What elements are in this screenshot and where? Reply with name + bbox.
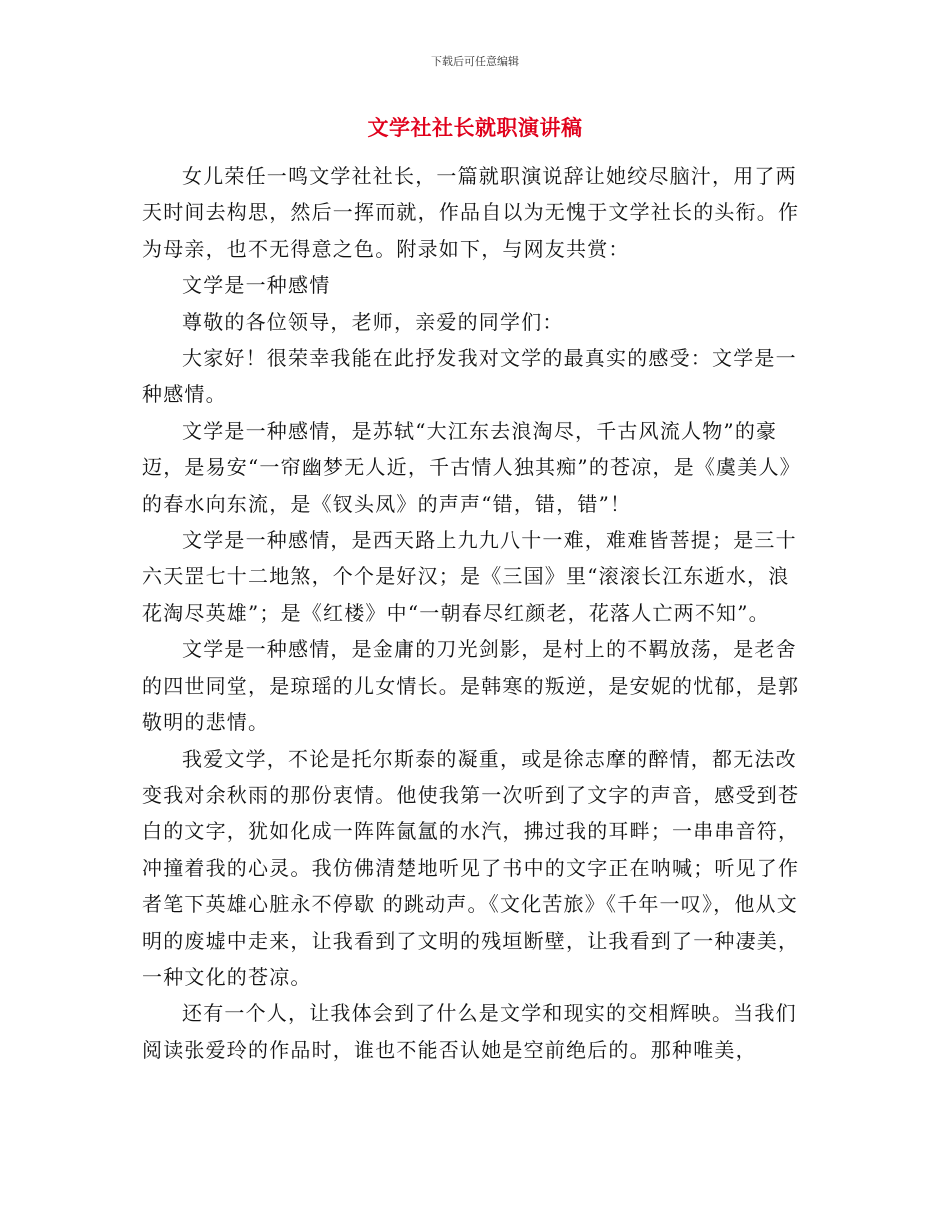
paragraph-zhang-ailing: 还有一个人，让我体会到了什么是文学和现实的交相辉映。当我们阅读张爱玲的作品时，谁也不能否认她是空前绝后的。那种唯美，	[142, 1001, 797, 1062]
paragraph-greeting: 大家好！很荣幸我能在此抒发我对文学的最真实的感受：文学是一种感情。	[142, 346, 797, 407]
document-title: 文学社社长就职演讲稿	[367, 116, 583, 140]
paragraph-salutation: 尊敬的各位领导，老师，亲爱的同学们：	[182, 309, 564, 334]
paragraph-intro: 女儿荣任一鸣文学社社长，一篇就职演说辞让她绞尽脑汁，用了两天时间去构思，然后一挥而就，作品自以为无愧于文学社长的头衔。作为母亲，也不无得意之色。附录如下，与网友共赏：	[142, 164, 800, 261]
paragraph-love-literature: 我爱文学，不论是托尔斯泰的凝重，或是徐志摩的醉情，都无法改变我对余秋雨的那份衷情。他使我第一次听到了文字的声音，感受到苍白的文字，犹如化成一阵阵氤氲的水汽，拂过我的耳畔；一串串音符，冲撞着我的心灵。我仿佛清楚地听见了书中的文字正在呐喊；听见了作者笔下英雄心脏永不停歇 的跳动声。《文化苦旅》《千年一叹》，他从文明的废墟中走来，让我看到了文明的残垣断壁，让我看到了一种凄美，一种文化的苍凉。	[142, 746, 800, 989]
paragraph-classics: 文学是一种感情，是西天路上九九八十一难，难难皆菩提；是三十六天罡七十二地煞，个个是好汉；是《三国》里“滚滚长江东逝水，浪花淘尽英雄”；是《红楼》中“一朝春尽红颜老，花落人亡两不知”。	[142, 528, 797, 625]
document-body	[142, 158, 807, 1068]
paragraph-modern-authors: 文学是一种感情，是金庸的刀光剑影，是村上的不羁放荡，是老舍的四世同堂，是琼瑶的儿女情长。是韩寒的叛逆，是安妮的忧郁，是郭敬明的悲情。	[142, 637, 800, 735]
paragraph-speech-title: 文学是一种感情	[182, 273, 331, 298]
paragraph-su-shi: 文学是一种感情，是苏轼“大江东去浪淘尽，千古风流人物”的豪迈，是易安“一帘幽梦无人近，千古情人独其痴”的苍凉，是《虞美人》的春水向东流，是《钗头凤》的声声“错，错，错”！	[142, 418, 801, 516]
page-header-note: 下载后可任意编辑	[431, 55, 519, 68]
